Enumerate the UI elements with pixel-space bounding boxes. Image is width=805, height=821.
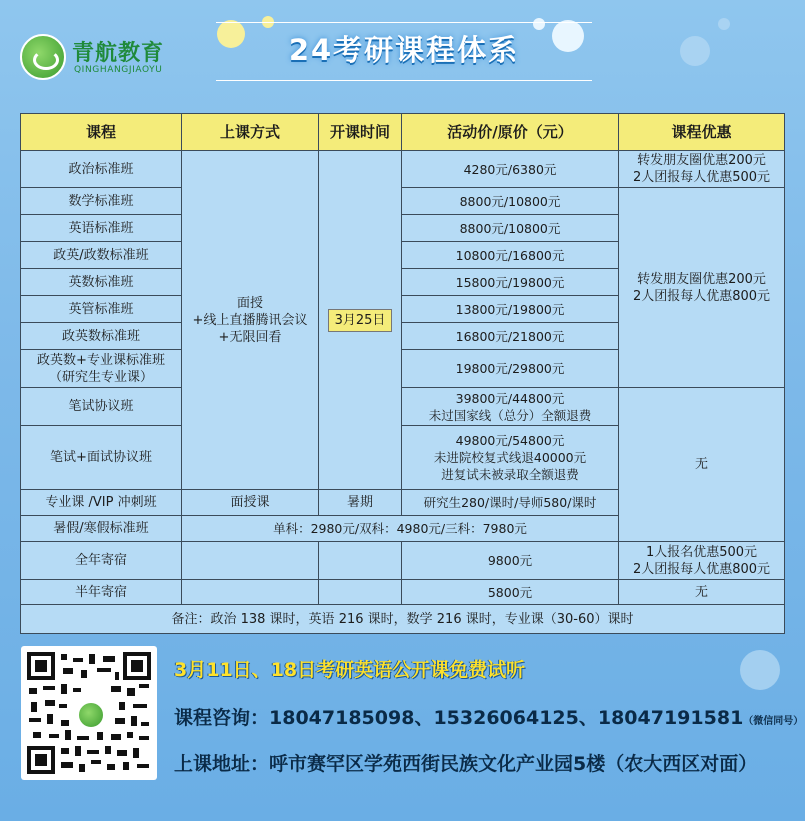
course-name: 数学标准班 bbox=[21, 188, 182, 215]
title-rule-bottom bbox=[216, 80, 592, 81]
course-name: 政治标准班 bbox=[21, 151, 182, 188]
course-price: 研究生280/课时/导师580/课时 bbox=[402, 490, 619, 516]
brand-pinyin: QINGHANGJIAOYU bbox=[74, 65, 163, 75]
course-name: 政英/政数标准班 bbox=[21, 242, 182, 269]
title-rule-top bbox=[216, 22, 592, 23]
course-price: 16800元/21800元 bbox=[402, 323, 619, 350]
discount-dorm-full: 1人报名优惠500元 2人团报每人优惠800元 bbox=[619, 542, 785, 580]
promo-text: 3月11日、18日考研英语公开课免费试听 bbox=[174, 659, 526, 681]
course-price: 8800元/10800元 bbox=[402, 215, 619, 242]
discount-dorm-half: 无 bbox=[619, 580, 785, 605]
mode-vip: 面授课 bbox=[182, 490, 319, 516]
course-name: 半年寄宿 bbox=[21, 580, 182, 605]
header-price: 活动价/原价（元） bbox=[402, 114, 619, 151]
course-name: 笔试协议班 bbox=[21, 388, 182, 426]
course-table bbox=[20, 113, 785, 634]
table-note-row bbox=[21, 605, 785, 634]
table-row bbox=[21, 151, 785, 188]
wechat-note: （微信同号） bbox=[743, 716, 804, 727]
course-price: 4280元/6380元 bbox=[402, 151, 619, 188]
course-name: 英数标准班 bbox=[21, 269, 182, 296]
header-mode: 上课方式 bbox=[182, 114, 319, 151]
header-course: 课程 bbox=[21, 114, 182, 151]
decor-dot bbox=[718, 18, 730, 30]
table-note: 备注：政治 138 课时，英语 216 课时，数学 216 课时，专业课（30-60）课时 bbox=[21, 605, 785, 634]
course-name: 政英数标准班 bbox=[21, 323, 182, 350]
course-name: 全年寄宿 bbox=[21, 542, 182, 580]
course-name: 笔试+面试协议班 bbox=[21, 426, 182, 490]
start-main-cell bbox=[319, 151, 402, 490]
qr-brand-icon bbox=[77, 701, 105, 729]
course-name: 英语标准班 bbox=[21, 215, 182, 242]
contact-phones: 18047185098、15326064125、18047191581 bbox=[269, 707, 744, 729]
start-date-badge: 3月25日 bbox=[328, 309, 393, 332]
course-name: 政英数+专业课标准班 （研究生专业课） bbox=[21, 350, 182, 388]
discount-politics: 转发朋友圈优惠200元 2人团报每人优惠500元 bbox=[619, 151, 785, 188]
course-price: 10800元/16800元 bbox=[402, 242, 619, 269]
brand-name: 青航教育 bbox=[72, 41, 165, 66]
course-price: 5800元 bbox=[402, 580, 619, 605]
course-price: 9800元 bbox=[402, 542, 619, 580]
brand-emblem-icon bbox=[20, 34, 66, 80]
table-header-row bbox=[21, 114, 785, 151]
empty-cell bbox=[319, 542, 402, 580]
table-row bbox=[21, 188, 785, 215]
course-price: 13800元/19800元 bbox=[402, 296, 619, 323]
header-discount: 课程优惠 bbox=[619, 114, 785, 151]
decor-dot bbox=[680, 36, 710, 66]
address-line: 上课地址：呼市赛罕区学苑西街民族文化产业园5楼（农大西区对面） bbox=[174, 753, 758, 775]
table-row bbox=[21, 580, 785, 605]
contact-label: 课程咨询： bbox=[174, 707, 270, 729]
course-price: 19800元/29800元 bbox=[402, 350, 619, 388]
contact-line bbox=[174, 703, 803, 730]
mode-main: 面授 +线上直播腾讯会议 +无限回看 bbox=[182, 151, 319, 490]
empty-cell bbox=[182, 580, 319, 605]
course-price: 单科：2980元/双科：4980元/三科：7980元 bbox=[182, 516, 619, 542]
qr-code bbox=[21, 646, 157, 780]
course-price: 49800元/54800元 未进院校复式线退40000元 进复试未被录取全额退费 bbox=[402, 426, 619, 490]
header-start: 开课时间 bbox=[319, 114, 402, 151]
course-price: 15800元/19800元 bbox=[402, 269, 619, 296]
table-row bbox=[21, 542, 785, 580]
empty-cell bbox=[319, 580, 402, 605]
table-row bbox=[21, 388, 785, 426]
decor-dot bbox=[740, 650, 780, 690]
page-title: 24考研课程体系 bbox=[288, 33, 520, 67]
discount-protocol: 无 bbox=[619, 388, 785, 542]
discount-standard: 转发朋友圈优惠200元 2人团报每人优惠800元 bbox=[619, 188, 785, 388]
course-price: 8800元/10800元 bbox=[402, 188, 619, 215]
brand-logo bbox=[20, 34, 185, 84]
empty-cell bbox=[182, 542, 319, 580]
start-vip: 暑期 bbox=[319, 490, 402, 516]
course-name: 专业课 /VIP 冲刺班 bbox=[21, 490, 182, 516]
course-name: 英管标准班 bbox=[21, 296, 182, 323]
course-price: 39800元/44800元 未过国家线（总分）全额退费 bbox=[402, 388, 619, 426]
course-name: 暑假/寒假标准班 bbox=[21, 516, 182, 542]
